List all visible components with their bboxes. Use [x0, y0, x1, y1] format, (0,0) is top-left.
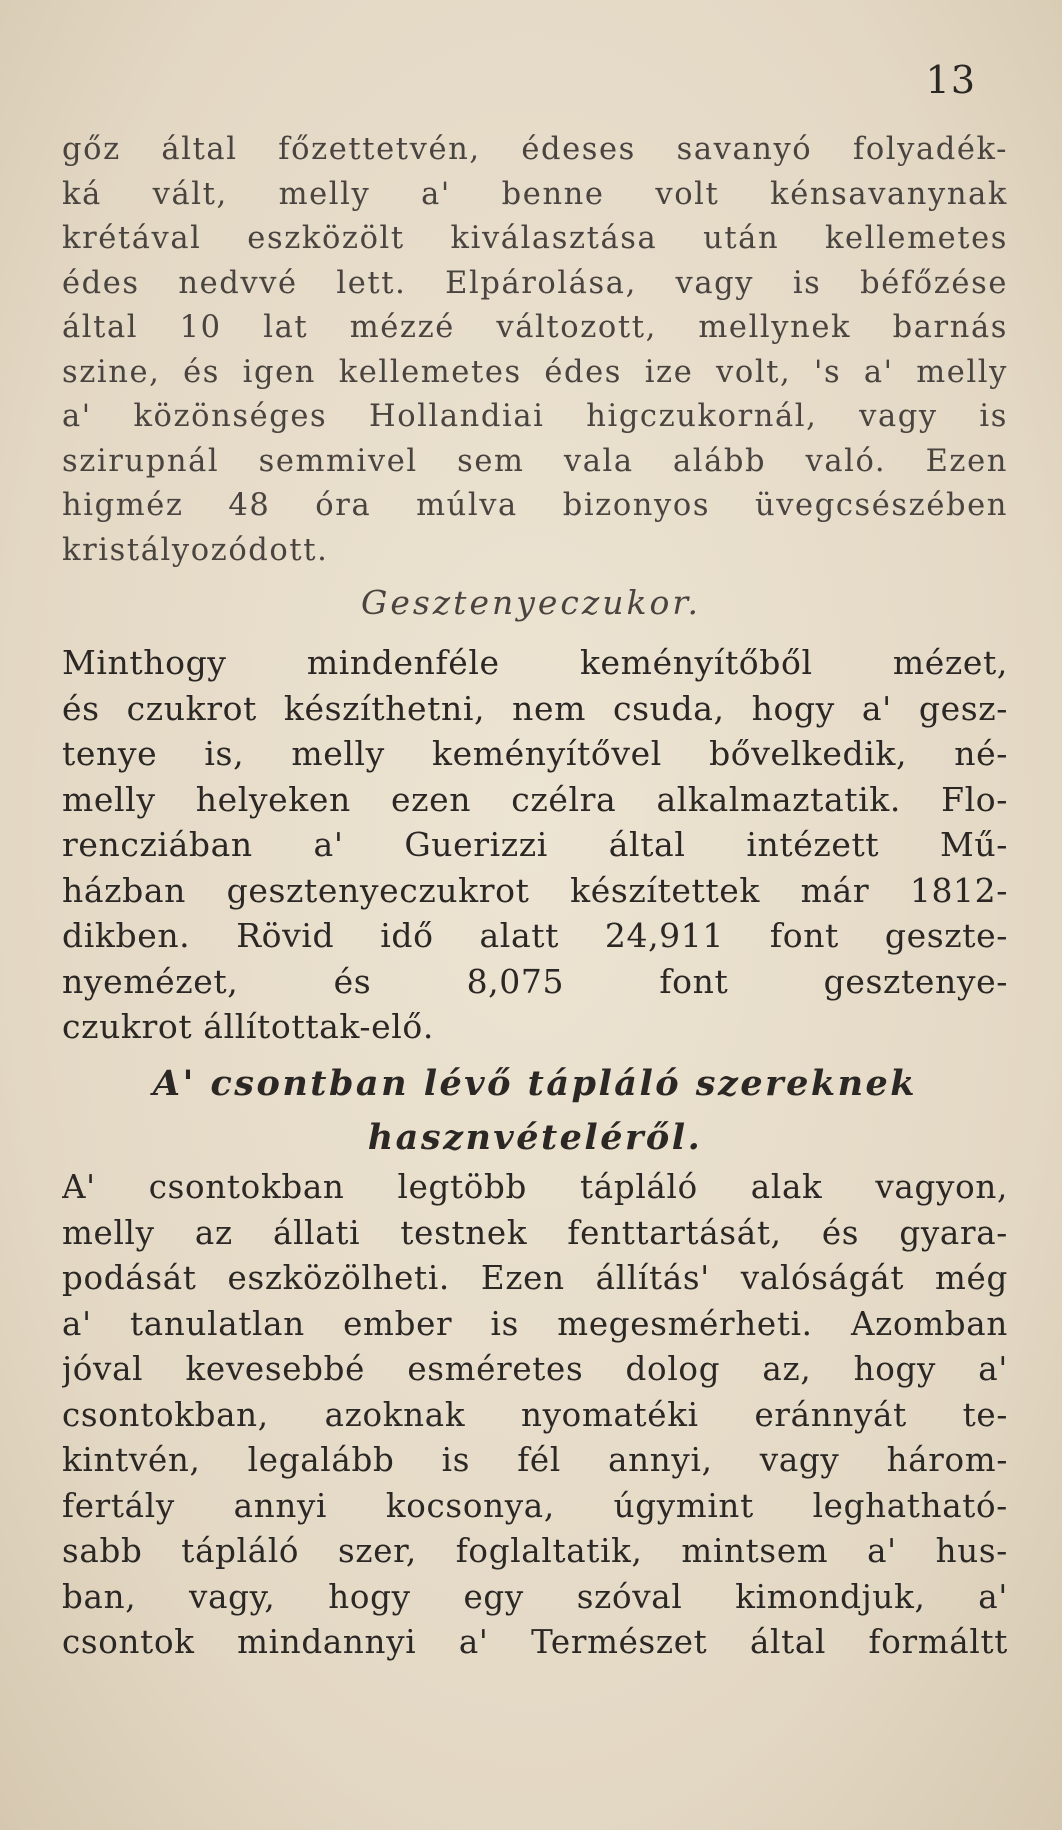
text-line: gőz által főzettetvén, édeses savanyó folyadék- — [62, 132, 1008, 167]
text-line: csontokban, azoknak nyomatéki eránnyát te- — [62, 1395, 1008, 1434]
text-line: és czukrot készíthetni, nem csuda, hogy a' gesz- — [62, 688, 1008, 728]
text-line: jóval kevesebbé esméretes dolog az, hogy a' — [62, 1350, 1008, 1388]
text-line: házban gesztenyeczukrot készítettek már 1812- — [62, 870, 1008, 910]
text-line: szirupnál semmivel sem vala alább való. Ezen — [62, 443, 1008, 479]
section-heading-chestnut-sugar: Gesztenyeczukor. — [360, 583, 702, 622]
text-line: a' tanulatlan ember is megesmérheti. Azomban — [62, 1304, 1008, 1343]
text-line: podását eszközölheti. Ezen állítás' valóságát még — [62, 1259, 1008, 1297]
text-line: édes nedvvé lett. Elpárolása, vagy is béfőzése — [62, 265, 1008, 301]
text-line: csontok mindannyi a' Természet által formáltt — [62, 1623, 1008, 1661]
text-line: szine, és igen kellemetes édes ize volt, 's a' melly — [62, 354, 1008, 390]
text-line: rencziában a' Guerizzi által intézett Mű- — [62, 825, 1008, 864]
paragraph-bone-nutrients — [62, 1165, 1008, 1666]
paragraph-honey-syrup — [62, 128, 1008, 573]
heading-line: A' csontban lévő tápláló szereknek — [152, 1063, 918, 1104]
text-line: ká vált, melly a' benne volt kénsavanynak — [62, 176, 1008, 212]
text-line: higméz 48 óra múlva bizonyos üvegcsészében — [62, 488, 1008, 523]
text-line: krétával eszközölt kiválasztása után kellemetes — [62, 221, 1008, 256]
text-line: kintvén, legalább is fél annyi, vagy három- — [62, 1441, 1008, 1479]
text-line: melly az állati testnek fenttartását, és gyara- — [62, 1213, 1008, 1252]
text-line: dikben. Rövid idő alatt 24,911 font geszte- — [62, 916, 1008, 955]
text-line: Minthogy mindenféle keményítőből mézet, — [62, 643, 1008, 682]
page-number: 13 — [925, 58, 976, 102]
paragraph-chestnut-sugar — [62, 640, 1008, 1050]
text-line: melly helyeken ezen czélra alkalmaztatik. Flo- — [62, 779, 1008, 819]
text-line: kristályozódott. — [62, 532, 329, 568]
text-line: sabb tápláló szer, foglaltatik, mintsem a' hus- — [62, 1532, 1008, 1570]
text-line: a' közönséges Hollandiai higczukornál, vagy is — [62, 399, 1008, 434]
heading-line: hasznvételéről. — [367, 1117, 703, 1158]
text-line: tenye is, melly keményítővel bővelkedik, né- — [62, 734, 1008, 773]
section-heading-bone-nutrients — [62, 1057, 1008, 1165]
text-line: A' csontokban legtöbb tápláló alak vagyon, — [62, 1168, 1008, 1206]
text-line: nyemézet, és 8,075 font gesztenye- — [62, 961, 1008, 1001]
text-line: által 10 lat mézzé változott, mellynek barnás — [62, 310, 1008, 345]
text-line: fertály annyi kocsonya, úgymint leghatható- — [62, 1486, 1008, 1525]
text-line: ban, vagy, hogy egy szóval kimondjuk, a' — [62, 1577, 1008, 1616]
text-line: czukrot állítottak-elő. — [62, 1007, 434, 1046]
